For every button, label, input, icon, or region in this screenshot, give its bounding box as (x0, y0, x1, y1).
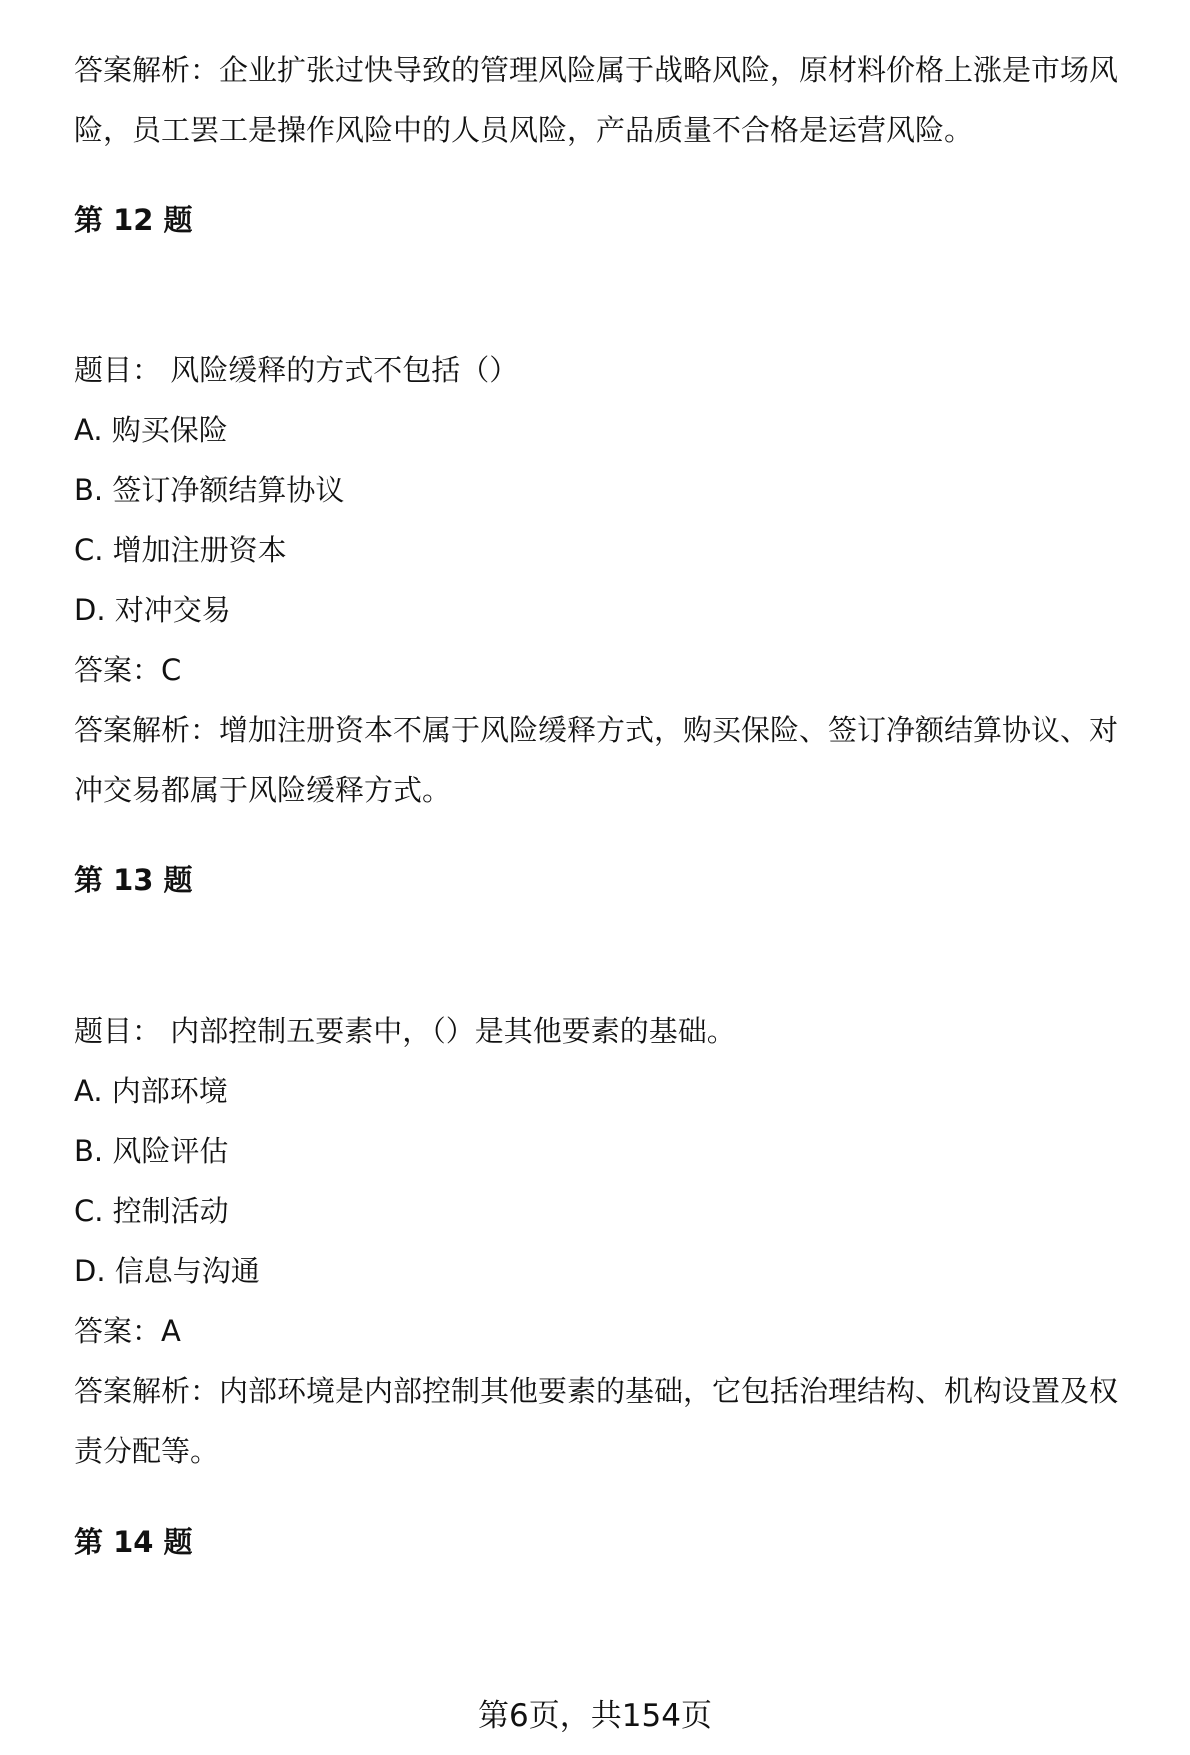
q12-option-d: D. 对冲交易 (74, 593, 231, 627)
q12-option-b: B. 签订净额结算协议 (74, 473, 345, 507)
q13-heading: 第 13 题 (74, 863, 193, 897)
q13-question: 题目： 内部控制五要素中，（）是其他要素的基础。 (74, 1014, 736, 1048)
q12-option-c: C. 增加注册资本 (74, 533, 287, 567)
q12-explanation-line2: 冲交易都属于风险缓释方式。 (74, 773, 452, 807)
q11-explanation-line2: 险，员工罢工是操作风险中的人员风险，产品质量不合格是运营风险。 (74, 113, 974, 147)
q11-explanation-line1: 答案解析：企业扩张过快导致的管理风险属于战略风险，原材料价格上涨是市场风 (74, 53, 1119, 87)
q13-option-b: B. 风险评估 (74, 1134, 229, 1168)
q13-option-a: A. 内部环境 (74, 1074, 228, 1108)
q12-option-a: A. 购买保险 (74, 413, 228, 447)
q12-explanation-line1: 答案解析：增加注册资本不属于风险缓释方式，购买保险、签订净额结算协议、对 (74, 713, 1119, 747)
q12-answer: 答案：C (74, 653, 182, 687)
q13-answer: 答案：A (74, 1314, 181, 1348)
q13-explanation-line2: 责分配等。 (74, 1434, 220, 1468)
q12-question: 题目： 风险缓释的方式不包括（） (74, 353, 519, 387)
q13-option-c: C. 控制活动 (74, 1194, 229, 1228)
q13-explanation-line1: 答案解析：内部环境是内部控制其他要素的基础，它包括治理结构、机构设置及权 (74, 1374, 1119, 1408)
q13-option-d: D. 信息与沟通 (74, 1254, 260, 1288)
q12-heading: 第 12 题 (74, 203, 193, 237)
page-indicator: 第6页，共154页 (478, 1698, 712, 1734)
q14-heading: 第 14 题 (74, 1525, 193, 1559)
